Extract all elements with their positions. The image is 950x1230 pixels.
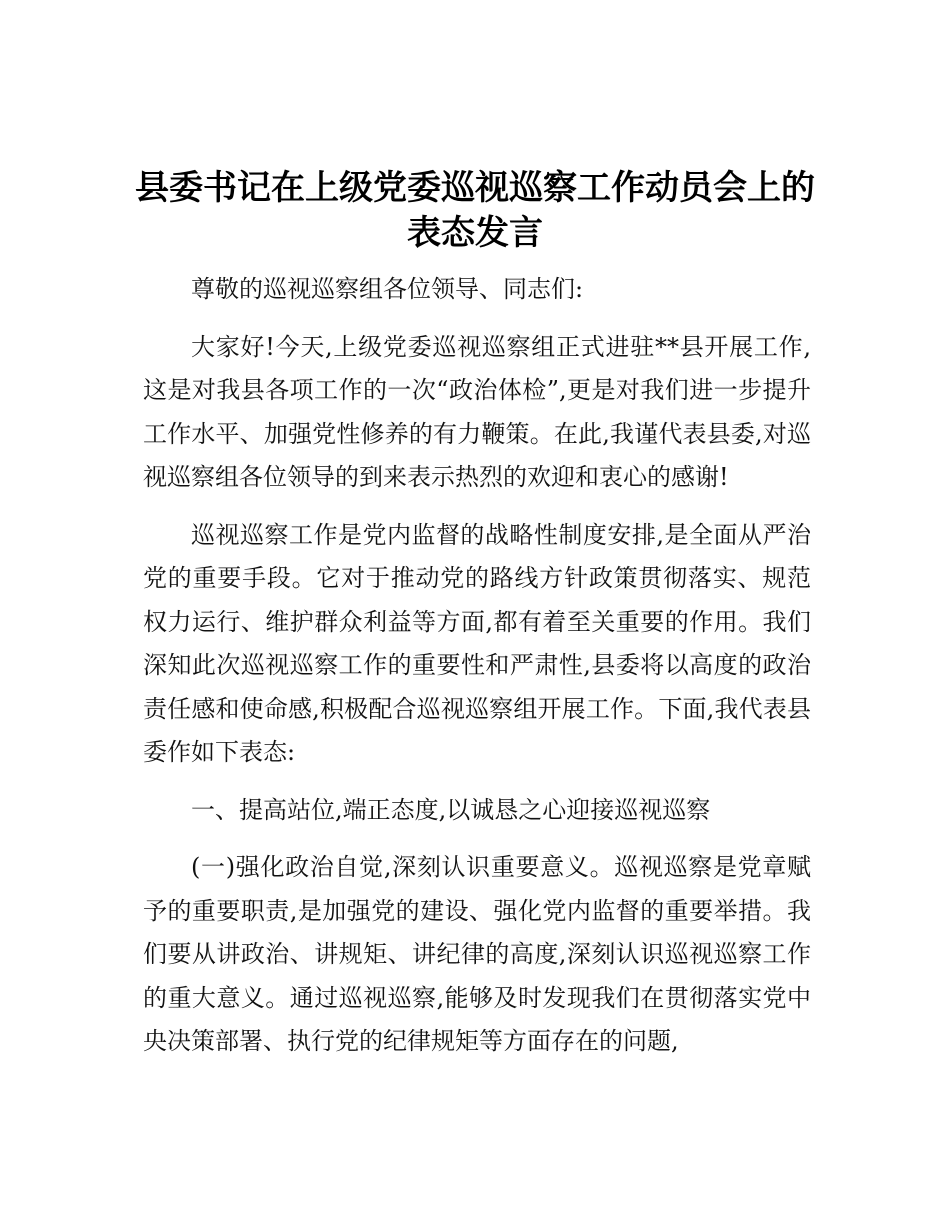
paragraph: (一)强化政治自觉,深刻认识重要意义。巡视巡察是党章赋予的重要职责,是加强党的建设、强化党内监督的重要举措。我们要从讲政治、讲规矩、讲纪律的高度,深刻认识巡视巡察工作的重大意义。通过巡视巡察,能够及时发现我们在贯彻落实党中央决策部署、执行党的纪律规矩等方面存在的问题,	[143, 853, 811, 1055]
title-line-2: 表态发言	[407, 213, 543, 253]
paragraph: 大家好!今天,上级党委巡视巡察组正式进驻**县开展工作,这是对我县各项工作的一次“政治体检”,更是对我们进一步提升工作水平、加强党性修养的有力鞭策。在此,我谨代表县委,对巡视巡察组各位领导的到来表示热烈的欢迎和衷心的感谢!	[143, 332, 811, 491]
salutation: 尊敬的巡视巡察组各位领导、同志们:	[191, 275, 584, 303]
document-body	[143, 268, 811, 1064]
section-heading: 一、提高站位,端正态度,以诚恳之心迎接巡视巡察	[191, 795, 711, 824]
title-line-1: 县委书记在上级党委巡视巡察工作动员会上的	[135, 168, 815, 208]
document-title	[0, 166, 950, 256]
paragraph: 巡视巡察工作是党内监督的战略性制度安排,是全面从严治党的重要手段。它对于推动党的路线方针政策贯彻落实、规范权力运行、维护群众利益等方面,都有着至关重要的作用。我们深知此次巡视巡察工作的重要性和严肃性,县委将以高度的政治责任感和使命感,积极配合巡视巡察组开展工作。下面,我代表县委作如下表态:	[143, 520, 811, 766]
